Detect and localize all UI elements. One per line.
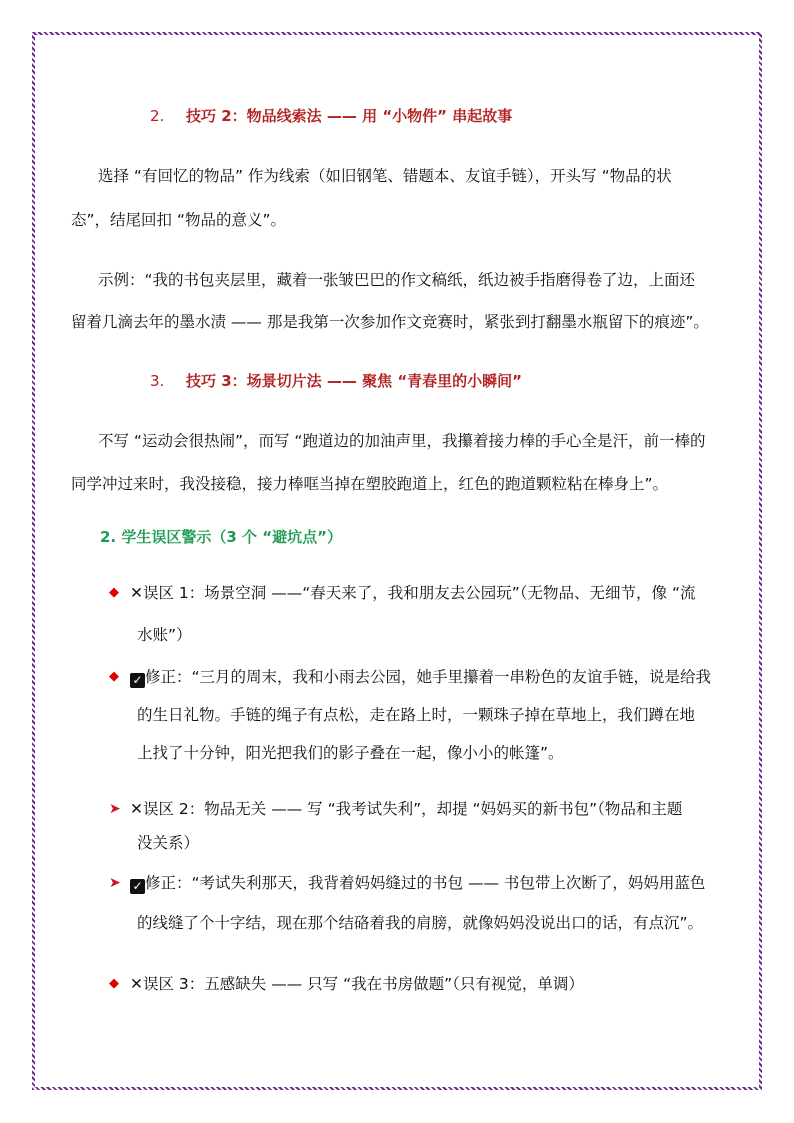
cross-icon: ✕ bbox=[130, 584, 143, 602]
example-line: 示例：“我的书包夹层里，藏着一张皱巴巴的作文稿纸，纸边被手指磨得卷了边，上面还 bbox=[98, 271, 696, 289]
cross-icon: ✕ bbox=[130, 975, 143, 993]
paragraph-line: 不写 “运动会很热闹”，而写 “跑道边的加油声里，我攥着接力棒的手心全是汗，前一棒的 bbox=[98, 432, 706, 450]
item-text: 的生日礼物。手链的绳子有点松，走在路上时，一颗珠子掉在草地上，我们蹲在地 bbox=[137, 706, 696, 724]
mistake-item-3 bbox=[130, 974, 584, 994]
check-icon: ✓ bbox=[130, 673, 145, 688]
example-line: 留着几滴去年的墨水渍 —— 那是我第一次参加作文竞赛时，紧张到打翻墨水瓶留下的痕迹”。 bbox=[71, 313, 709, 331]
paragraph-line: 同学冲过来时，我没接稳，接力棒哐当掉在塑胶跑道上，红色的跑道颗粒粘在棒身上”。 bbox=[71, 475, 669, 493]
correction-item-2 bbox=[130, 873, 705, 894]
item-text: 上找了十分钟，阳光把我们的影子叠在一起，像小小的帐篷”。 bbox=[137, 744, 564, 762]
item-text: 修正：“三月的周末，我和小雨去公园，她手里攥着一串粉色的友谊手链，说是给我 bbox=[145, 668, 712, 686]
item-text: 误区 2：物品无关 —— 写 “我考试失利”，却提 “妈妈买的新书包”（物品和主题 bbox=[143, 800, 683, 818]
arrow-bullet-icon: ➤ bbox=[109, 875, 121, 891]
diamond-bullet-icon: ◆ bbox=[109, 669, 119, 684]
heading-mistakes: 2. 学生误区警示（3 个 “避坑点”） bbox=[100, 528, 342, 546]
item-text: 的线缝了个十字结，现在那个结硌着我的肩膀，就像妈妈没说出口的话，有点沉”。 bbox=[137, 914, 704, 932]
correction-item-1 bbox=[130, 667, 711, 688]
heading-number: 3. bbox=[150, 372, 165, 390]
mistake-item-1 bbox=[130, 583, 696, 603]
mistake-item-2 bbox=[130, 799, 682, 819]
paragraph-line: 态”，结尾回扣 “物品的意义”。 bbox=[71, 211, 287, 229]
diamond-bullet-icon: ◆ bbox=[109, 585, 119, 600]
heading-text: 技巧 3：场景切片法 —— 聚焦 “青春里的小瞬间” bbox=[186, 372, 523, 390]
item-text: 水账”） bbox=[137, 626, 192, 644]
diamond-bullet-icon: ◆ bbox=[109, 976, 119, 991]
check-icon: ✓ bbox=[130, 879, 145, 894]
item-text: 误区 1：场景空洞 ——“春天来了，我和朋友去公园玩”（无物品、无细节，像 “流 bbox=[143, 584, 696, 602]
heading-number: 2. bbox=[150, 107, 165, 125]
item-text: 误区 3：五感缺失 —— 只写 “我在书房做题”（只有视觉，单调） bbox=[143, 975, 584, 993]
item-text: 没关系） bbox=[137, 834, 200, 852]
heading-text: 技巧 2：物品线索法 —— 用 “小物件” 串起故事 bbox=[186, 107, 513, 125]
cross-icon: ✕ bbox=[130, 800, 143, 818]
heading-technique-3 bbox=[150, 371, 522, 391]
arrow-bullet-icon: ➤ bbox=[109, 801, 121, 817]
paragraph-line: 选择 “有回忆的物品” 作为线索（如旧钢笔、错题本、友谊手链），开头写 “物品的状 bbox=[98, 167, 672, 185]
heading-technique-2 bbox=[150, 106, 512, 126]
item-text: 修正：“考试失利那天，我背着妈妈缝过的书包 —— 书包带上次断了，妈妈用蓝色 bbox=[145, 874, 706, 892]
